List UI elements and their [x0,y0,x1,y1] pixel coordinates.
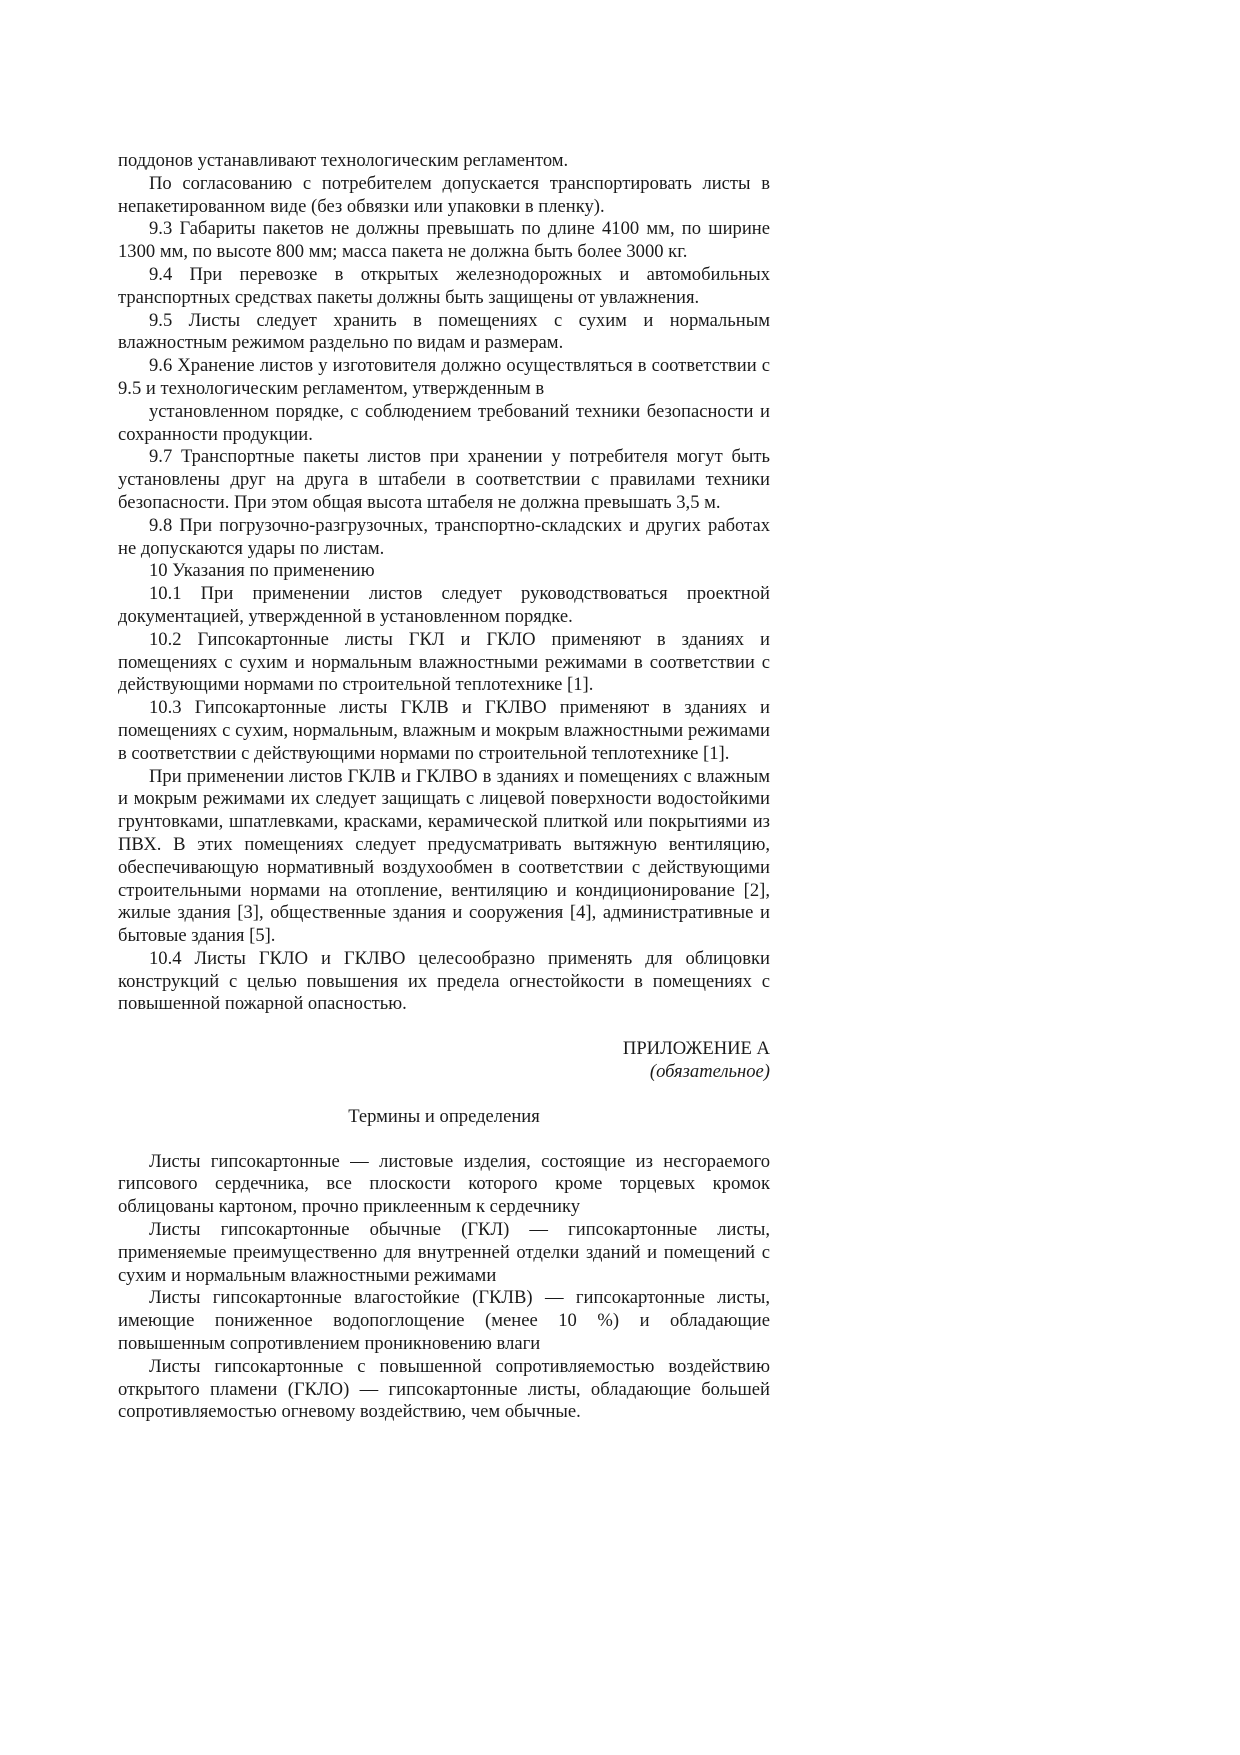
definition-item: Листы гипсокартонные с повышенной сопротивляемостью воздействию открытого пламени (ГКЛО) — гипсокартонные листы, обладающие большей сопротивляемостью огневому воздействию, чем обычные. [118,1355,770,1423]
appendix-header [118,1038,770,1084]
paragraph: 9.4 При перевозке в открытых железнодорожных и автомобильных транспортных средствах пакеты должны быть защищены от увлажнения. [118,263,770,308]
section-title: 10 Указания по применению [149,560,375,582]
paragraph: При применении листов ГКЛВ и ГКЛВО в зданиях и помещениях с влажным и мокрым режимами их следует защищать с лицевой поверхности водостойкими грунтовками, шпатлевками, красками, керамической плиткой или покрытиями из ПВХ. В этих помещениях следует предусматривать вытяжную вентиляцию, обеспечивающую нормативный воздухообмен в соответствии с действующими строительными нормами на отопление, вентиляцию и кондиционирование [2], жилые здания [3], общественные здания и сооружения [4], административные и бытовые здания [5]. [118,765,770,947]
paragraph: 9.5 Листы следует хранить в помещениях с сухим и нормальным влажностным режимом раздельно по видам и размерам. [118,309,770,354]
appendix-note: (обязательное) [649,1061,770,1083]
appendix-title: ПРИЛОЖЕНИЕ А [622,1038,770,1060]
paragraph: 9.6 Хранение листов у изготовителя должно осуществляться в соответствии с 9.5 и технологическим регламентом, утвержденным в [118,355,770,399]
document-page [118,150,770,1424]
paragraph: 9.3 Габариты пакетов не должны превышать по длине 4100 мм, по ширине 1300 мм, по высоте 800 мм; масса пакета не должна быть более 3000 кг. [118,218,770,263]
paragraph: 10.3 Гипсокартонные листы ГКЛВ и ГКЛВО применяют в зданиях и помещениях с сухим, нормальным, влажным и мокрым влажностными режимами в соответствии с действующими нормами по строительной теплотехнике [1]. [118,697,770,764]
paragraph: 9.8 При погрузочно-разгрузочных, транспортно-складских и других работах не допускаются удары по листам. [118,514,770,559]
paragraph: поддонов устанавливают технологическим регламентом. [118,150,569,171]
paragraph: 10.4 Листы ГКЛО и ГКЛВО целесообразно применять для облицовки конструкций с целью повышения их предела огнестойкости в помещениях с повышенной пожарной опасностью. [118,947,770,1015]
paragraph: 10.2 Гипсокартонные листы ГКЛ и ГКЛО применяют в зданиях и помещениях с сухим и нормальным влажностными режимами в соответствии с действующими нормами по строительной теплотехнике [1]. [118,628,770,696]
section-heading: Термины и определения [348,1105,540,1127]
definitions-list [118,1151,770,1425]
paragraph: По согласованию с потребителем допускается транспортировать листы в непакетированном виде (без обвязки или упаковки в пленку). [118,172,770,217]
body-text [118,150,770,1016]
definition-item: Листы гипсокартонные влагостойкие (ГКЛВ) — гипсокартонные листы, имеющие пониженное водопоглощение (менее 10 %) и обладающие повышенным сопротивлением проникновению влаги [118,1287,770,1355]
definition-item: Листы гипсокартонные — листовые изделия, состоящие из несгораемого гипсового сердечника, все плоскости которого кроме торцевых кромок облицованы картоном, прочно приклеенным к сердечнику [118,1150,770,1218]
paragraph: 9.7 Транспортные пакеты листов при хранении у потребителя могут быть установлены друг на друга в штабели в соответствии с правилами техники безопасности. При этом общая высота штабеля не должна превышать 3,5 м. [118,446,770,513]
definition-item: Листы гипсокартонные обычные (ГКЛ) — гипсокартонные листы, применяемые преимущественно для внутренней отделки зданий и помещений с сухим и нормальным влажностными режимами [118,1219,770,1286]
paragraph: 10.1 При применении листов следует руководствоваться проектной документацией, утвержденной в установленном порядке. [118,583,770,627]
paragraph: установленном порядке, с соблюдением требований техники безопасности и сохранности продукции. [118,400,770,445]
